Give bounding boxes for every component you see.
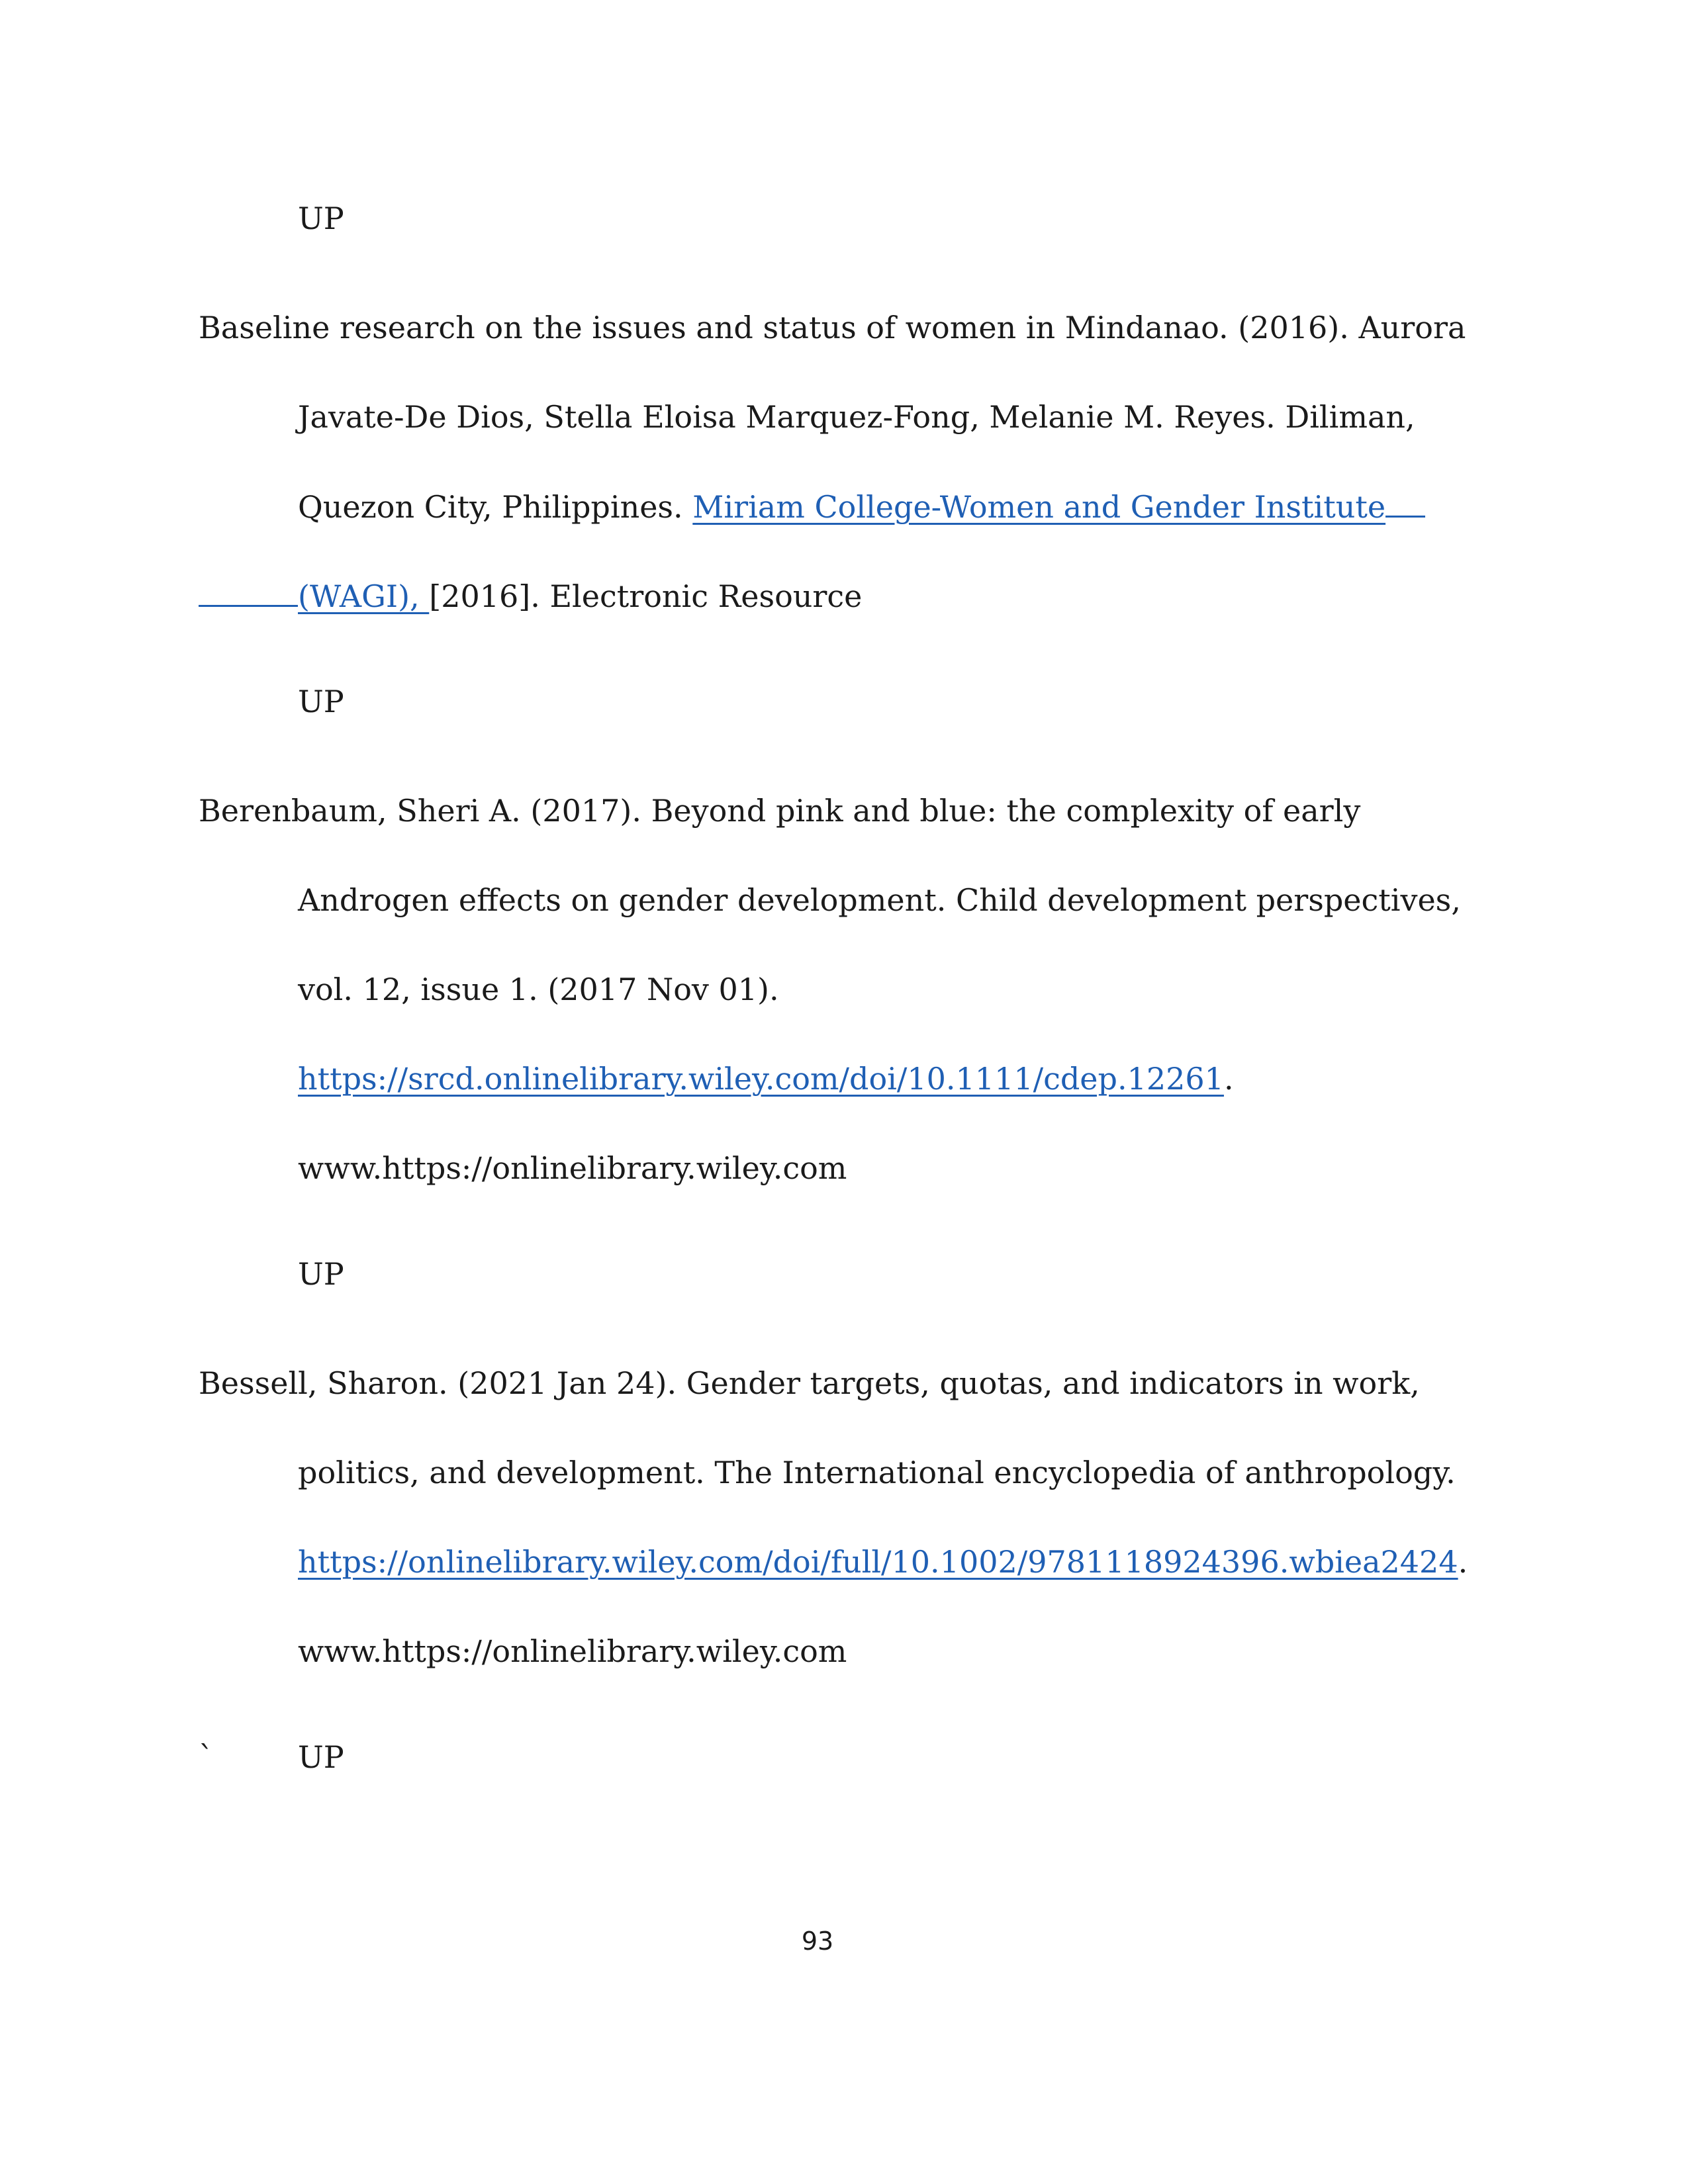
reference-baseline-line4 — [199, 576, 862, 616]
location-label: UP — [298, 684, 344, 719]
reference-bessell-site: www.https://onlinelibrary.wiley.com — [298, 1633, 847, 1669]
bessell-doi-link[interactable]: https://onlinelibrary.wiley.com/doi/full/10.1002/9781118924396.wbiea2424 — [298, 1544, 1458, 1580]
wagi-link-part2[interactable]: (WAGI), — [298, 578, 430, 614]
url-period: . — [1223, 1061, 1234, 1097]
link-underline-lead — [199, 576, 298, 607]
link-underline-filler — [1385, 486, 1425, 518]
reference-berenbaum-line1: Berenbaum, Sheri A. (2017). Beyond pink and blue: the complexity of early — [199, 793, 1361, 829]
reference-baseline-line2: Javate-De Dios, Stella Eloisa Marquez-Fong, Melanie M. Reyes. Diliman, — [298, 399, 1415, 435]
reference-bessell-line2: politics, and development. The International encyclopedia of anthropology. — [298, 1455, 1456, 1490]
reference-berenbaum-url-line — [298, 1059, 1234, 1099]
reference-bessell-url-line — [298, 1542, 1468, 1582]
location-label: UP — [298, 1256, 344, 1292]
location-label-top: UP — [298, 201, 344, 236]
reference-berenbaum-line2: Androgen effects on gender development. Child development perspectives, — [298, 882, 1461, 918]
location-label: UP — [298, 1739, 344, 1775]
reference-bessell-line1: Bessell, Sharon. (2021 Jan 24). Gender targets, quotas, and indicators in work, — [199, 1365, 1420, 1401]
reference-baseline-line3-text: Quezon City, Philippines. — [298, 489, 693, 525]
reference-berenbaum-site: www.https://onlinelibrary.wiley.com — [298, 1150, 847, 1186]
reference-baseline-line4-text: [2016]. Electronic Resource — [429, 578, 863, 614]
stray-backtick: ` — [199, 1739, 214, 1775]
reference-baseline-line1: Baseline research on the issues and status of women in Mindanao. (2016). Aurora — [199, 310, 1466, 345]
page-number: 93 — [801, 1927, 834, 1956]
reference-baseline-line3 — [298, 486, 1425, 527]
reference-berenbaum-line3: vol. 12, issue 1. (2017 Nov 01). — [298, 972, 779, 1007]
wagi-link-part1[interactable]: Miriam College-Women and Gender Institute — [692, 489, 1386, 525]
berenbaum-doi-link[interactable]: https://srcd.onlinelibrary.wiley.com/doi/10.1111/cdep.12261 — [298, 1061, 1224, 1097]
url-period: . — [1458, 1544, 1468, 1580]
